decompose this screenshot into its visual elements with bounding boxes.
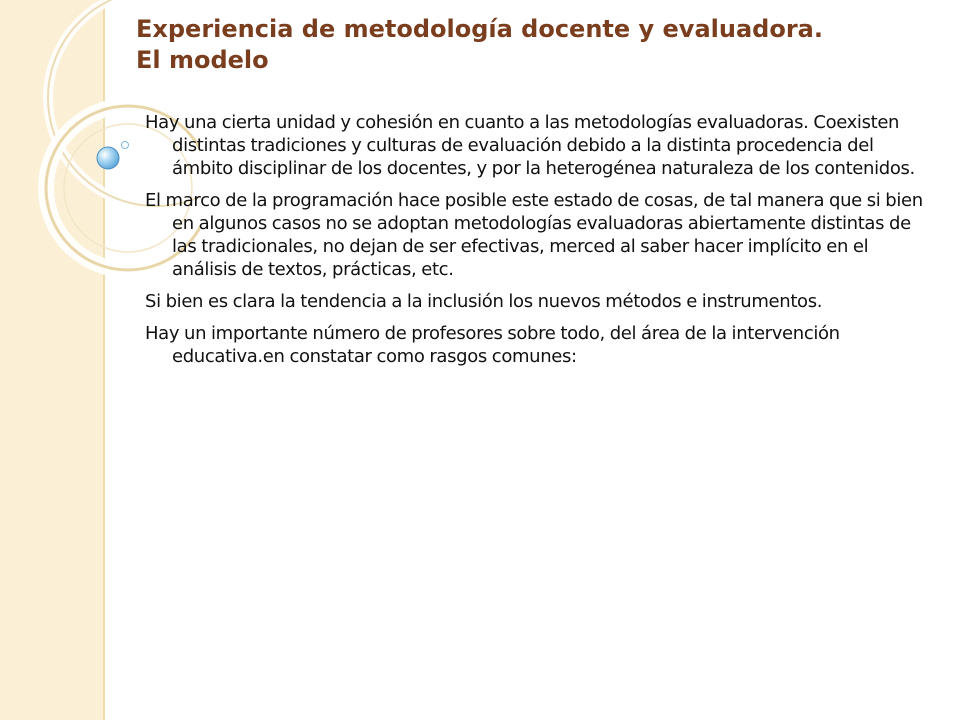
slide-title [136,14,936,76]
slide-title-line-1: Experiencia de metodología docente y evaluadora. [136,15,823,43]
body-paragraph-4: Hay un importante número de profesores sobre todo, del área de la intervención educativa.en constatar como rasgos comunes: [145,323,840,367]
body-paragraph-3: Si bien es clara la tendencia a la inclusión los nuevos métodos e instrumentos. [145,291,823,312]
slide-title-line-2: El modelo [136,46,269,74]
slide-body [145,111,935,377]
side-decorative-band [0,0,105,720]
body-paragraph-1: Hay una cierta unidad y cohesión en cuanto a las metodologías evaluadoras. Coexisten distintas tradiciones y culturas de evaluación debido a la distinta procedencia del ámbito disciplinar de los docentes, y por la heterogénea naturaleza de los contenidos. [145,112,915,179]
body-paragraph-2: El marco de la programación hace posible este estado de cosas, de tal manera que si bien en algunos casos no se adoptan metodologías evaluadoras abiertamente distintas de las tradicionales, no dejan de ser efectivas, merced al saber hacer implícito en el análisis de textos, prácticas, etc. [145,190,923,280]
